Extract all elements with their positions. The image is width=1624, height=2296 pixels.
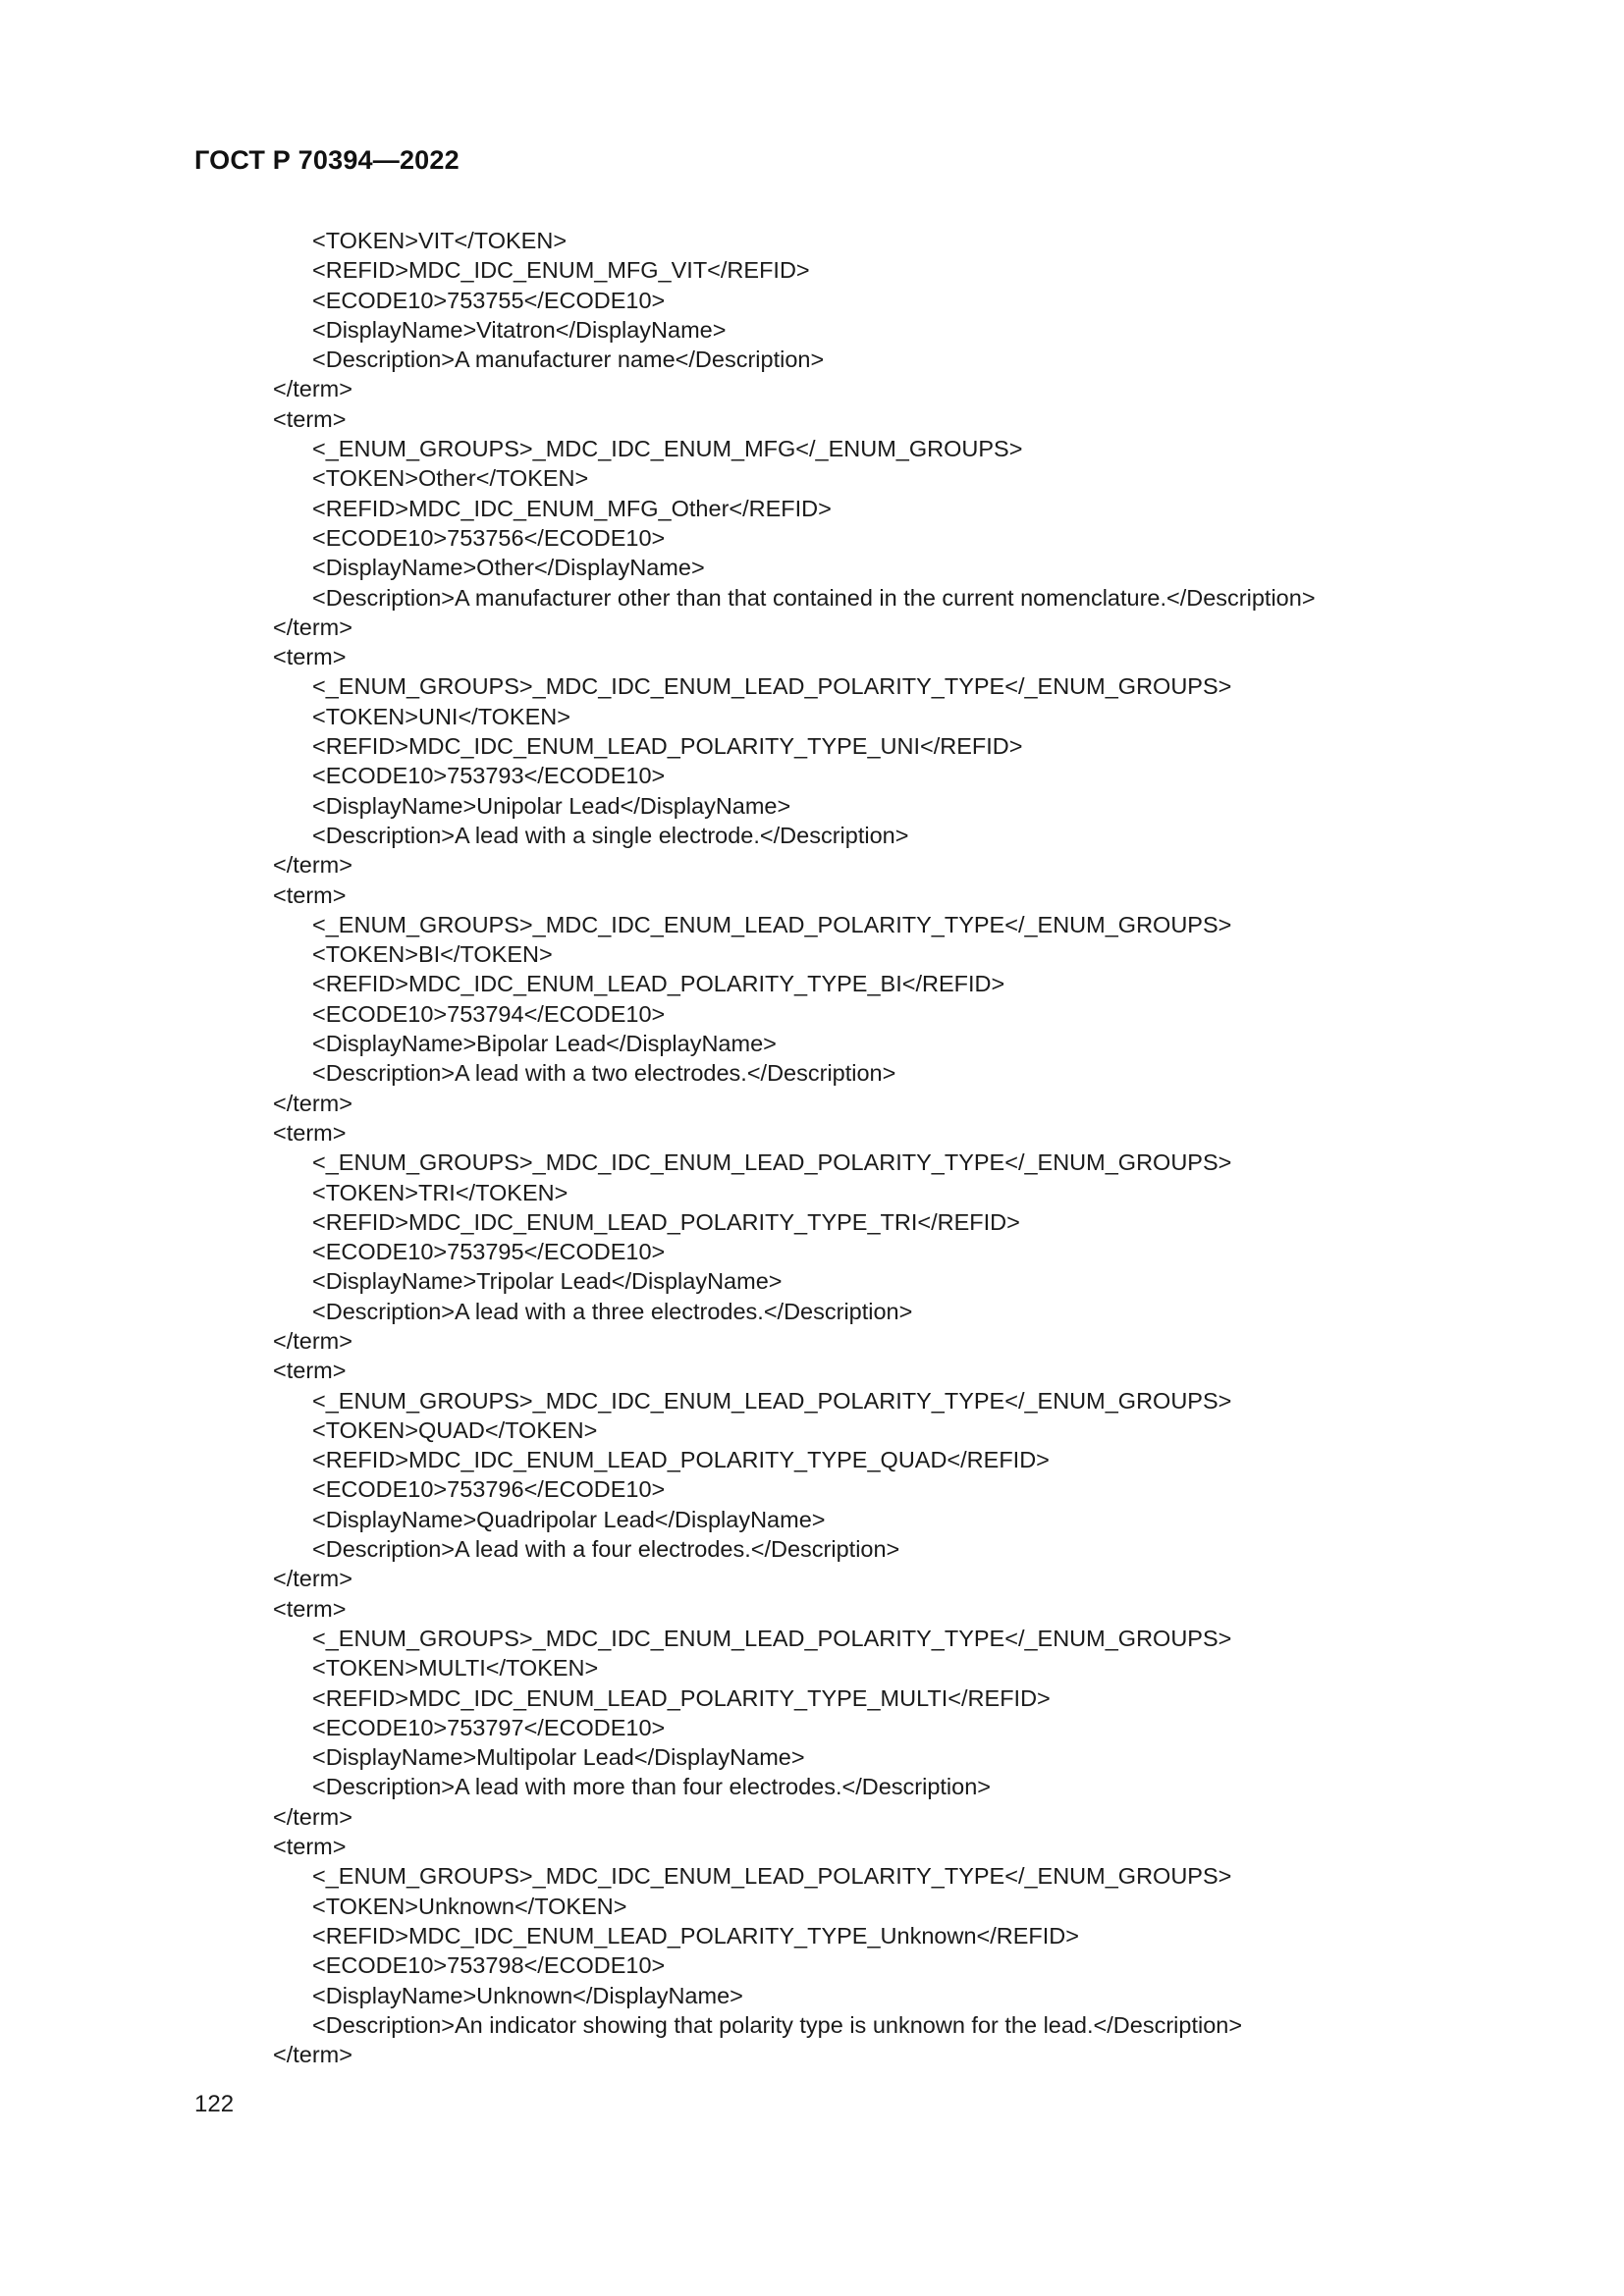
code-line: <DisplayName>Multipolar Lead</DisplayName> [312, 1744, 805, 1771]
code-line: <TOKEN>VIT</TOKEN> [312, 228, 568, 253]
code-line: <Description>A lead with a single electrode.</Description> [312, 822, 909, 848]
code-line: </term> [273, 614, 352, 640]
code-line: <_ENUM_GROUPS>_MDC_IDC_ENUM_LEAD_POLARITY_TYPE</_ENUM_GROUPS> [312, 1387, 1232, 1414]
code-line: <REFID>MDC_IDC_ENUM_MFG_VIT</REFID> [312, 257, 810, 284]
code-line: </term> [273, 1090, 352, 1116]
code-line: <Description>A manufacturer other than that contained in the current nomenclature.</Description> [312, 584, 1316, 611]
code-line: <TOKEN>TRI</TOKEN> [312, 1179, 568, 1205]
code-line: <REFID>MDC_IDC_ENUM_MFG_Other</REFID> [312, 495, 832, 521]
page-header-title: ГОСТ Р 70394—2022 [194, 145, 460, 175]
code-line: </term> [273, 1327, 352, 1354]
code-line: <ECODE10>753798</ECODE10> [312, 1952, 666, 1979]
code-line: </term> [273, 1803, 352, 1830]
code-line: <DisplayName>Bipolar Lead</DisplayName> [312, 1031, 777, 1057]
code-line: <REFID>MDC_IDC_ENUM_LEAD_POLARITY_TYPE_UNI</REFID> [312, 733, 1023, 760]
code-line: <_ENUM_GROUPS>_MDC_IDC_ENUM_LEAD_POLARITY_TYPE</_ENUM_GROUPS> [312, 911, 1232, 937]
code-line: <ECODE10>753755</ECODE10> [312, 287, 666, 313]
code-line: <ECODE10>753793</ECODE10> [312, 763, 666, 789]
code-line: <Description>A manufacturer name</Description> [312, 347, 825, 373]
code-line: <_ENUM_GROUPS>_MDC_IDC_ENUM_MFG</_ENUM_GROUPS> [312, 436, 1023, 462]
code-line: <Description>A lead with a two electrodes.</Description> [312, 1060, 896, 1087]
code-line: <REFID>MDC_IDC_ENUM_LEAD_POLARITY_TYPE_MULTI</REFID> [312, 1684, 1051, 1711]
code-line: <DisplayName>Quadripolar Lead</DisplayName> [312, 1506, 826, 1532]
code-line: <term> [273, 644, 347, 670]
xml-code-listing [273, 226, 1549, 2069]
code-line: <Description>A lead with more than four electrodes.</Description> [312, 1774, 992, 1800]
code-line: <TOKEN>UNI</TOKEN> [312, 703, 570, 729]
code-line: <term> [273, 881, 347, 908]
code-line: </term> [273, 1566, 352, 1592]
code-line: <DisplayName>Other</DisplayName> [312, 555, 705, 581]
code-line: </term> [273, 376, 352, 402]
code-line: <TOKEN>BI</TOKEN> [312, 941, 553, 968]
code-line: <DisplayName>Vitatron</DisplayName> [312, 316, 727, 343]
code-line: <ECODE10>753796</ECODE10> [312, 1476, 666, 1503]
code-line: <Description>A lead with a three electrodes.</Description> [312, 1298, 913, 1324]
code-line: <_ENUM_GROUPS>_MDC_IDC_ENUM_LEAD_POLARITY_TYPE</_ENUM_GROUPS> [312, 1149, 1232, 1176]
code-line: <term> [273, 1119, 347, 1146]
code-line: <TOKEN>Unknown</TOKEN> [312, 1893, 627, 1919]
code-line: <ECODE10>753756</ECODE10> [312, 524, 666, 551]
code-line: <ECODE10>753797</ECODE10> [312, 1714, 666, 1740]
code-line: <term> [273, 1834, 347, 1860]
code-line: <DisplayName>Tripolar Lead</DisplayName> [312, 1268, 783, 1295]
code-line: <REFID>MDC_IDC_ENUM_LEAD_POLARITY_TYPE_BI</REFID> [312, 971, 1005, 997]
code-line: <term> [273, 1358, 347, 1384]
code-line: <Description>A lead with a four electrodes.</Description> [312, 1536, 900, 1563]
code-line: </term> [273, 2042, 352, 2068]
code-line: <term> [273, 1595, 347, 1622]
code-line: <_ENUM_GROUPS>_MDC_IDC_ENUM_LEAD_POLARITY_TYPE</_ENUM_GROUPS> [312, 1863, 1232, 1890]
code-line: <REFID>MDC_IDC_ENUM_LEAD_POLARITY_TYPE_Unknown</REFID> [312, 1922, 1079, 1949]
code-line: <_ENUM_GROUPS>_MDC_IDC_ENUM_LEAD_POLARITY_TYPE</_ENUM_GROUPS> [312, 673, 1232, 700]
code-line: </term> [273, 852, 352, 879]
code-line: <REFID>MDC_IDC_ENUM_LEAD_POLARITY_TYPE_TRI</REFID> [312, 1208, 1020, 1235]
code-line: <TOKEN>MULTI</TOKEN> [312, 1655, 599, 1682]
code-line: <DisplayName>Unknown</DisplayName> [312, 1982, 743, 2008]
page-number: 122 [194, 2091, 235, 2117]
code-line: <Description>An indicator showing that polarity type is unknown for the lead.</Description> [312, 2011, 1243, 2038]
code-line: <term> [273, 405, 347, 432]
code-line: <REFID>MDC_IDC_ENUM_LEAD_POLARITY_TYPE_QUAD</REFID> [312, 1447, 1050, 1473]
code-line: <ECODE10>753795</ECODE10> [312, 1239, 666, 1265]
code-line: <_ENUM_GROUPS>_MDC_IDC_ENUM_LEAD_POLARITY_TYPE</_ENUM_GROUPS> [312, 1625, 1232, 1651]
code-line: <TOKEN>QUAD</TOKEN> [312, 1416, 598, 1443]
code-line: <ECODE10>753794</ECODE10> [312, 1000, 666, 1027]
code-line: <DisplayName>Unipolar Lead</DisplayName> [312, 792, 791, 819]
code-line: <TOKEN>Other</TOKEN> [312, 465, 589, 492]
